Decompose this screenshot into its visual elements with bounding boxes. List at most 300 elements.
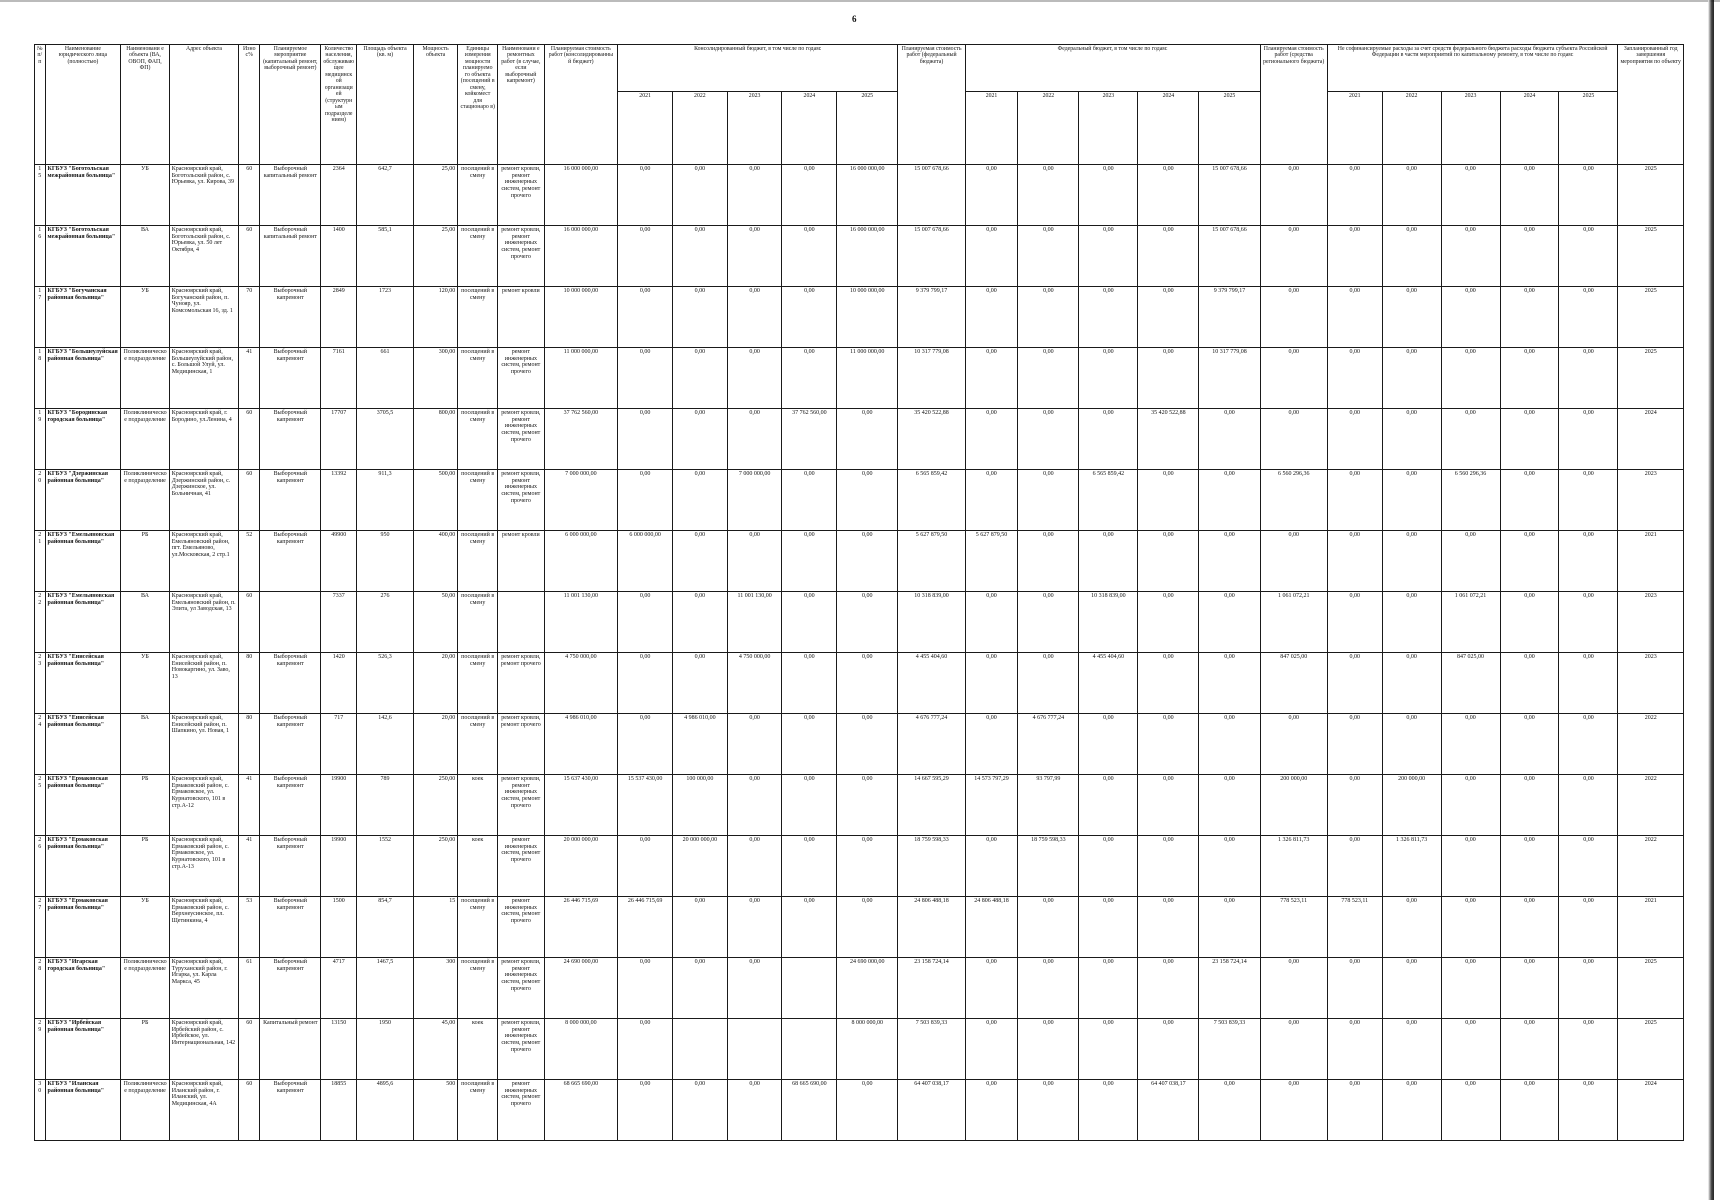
cell-population: 17707 <box>321 409 357 470</box>
cell-wear-percent: 53 <box>239 897 260 958</box>
table-row <box>35 592 1684 653</box>
cell-object-name: ВА <box>121 226 169 287</box>
cell-federal-year: 0,00 <box>965 165 1018 226</box>
cell-federal-year: 0,00 <box>1138 348 1199 409</box>
cell-cofin-year: 0,00 <box>1559 714 1618 775</box>
cell-consolidated-year: 16 000 000,00 <box>837 226 898 287</box>
cell-address: Красноярский край, Иланский район, г. Иланский, ул. Медицинская, 4А <box>169 1080 238 1141</box>
cell-federal-year: 64 407 038,17 <box>1138 1080 1199 1141</box>
cell-population: 1420 <box>321 653 357 714</box>
cell-cost-consolidated: 4 986 010,00 <box>544 714 618 775</box>
cell-address: Красноярский край, Ермаковский район, с. Ермаковское, ул. Курнатовского, 101 в стр.А-13 <box>169 836 238 897</box>
cell-legal-name: КГБУЗ "Боготольская межрайонная больница" <box>45 226 121 287</box>
cell-completion-year: 2025 <box>1618 348 1684 409</box>
cell-consolidated-year: 0,00 <box>618 958 673 1019</box>
cell-federal-year: 0,00 <box>1199 897 1260 958</box>
cell-cost-federal: 7 503 839,33 <box>898 1019 965 1080</box>
cell-repair-works: ремонт инженерных систем, ремонт прочего <box>498 348 544 409</box>
cell-cost-consolidated: 7 000 000,00 <box>544 470 618 531</box>
cell-consolidated-year: 0,00 <box>782 531 837 592</box>
cell-planned-activity: Выборочный капремонт <box>260 531 321 592</box>
cell-cofin-year: 0,00 <box>1382 592 1441 653</box>
cell-federal-year: 0,00 <box>1138 592 1199 653</box>
cell-consolidated-year: 0,00 <box>727 165 782 226</box>
cell-cost-consolidated: 11 001 130,00 <box>544 592 618 653</box>
col-year: 2025 <box>1559 92 1618 165</box>
cell-cofin-year: 0,00 <box>1500 1080 1559 1141</box>
cell-federal-year: 0,00 <box>1018 348 1079 409</box>
cell-federal-year: 0,00 <box>1138 165 1199 226</box>
cell-federal-year: 0,00 <box>1199 775 1260 836</box>
cell-cofin-year: 0,00 <box>1441 958 1500 1019</box>
cell-consolidated-year: 0,00 <box>618 226 673 287</box>
col-year: 2023 <box>727 92 782 165</box>
cell-federal-year: 4 676 777,24 <box>1018 714 1079 775</box>
cell-consolidated-year: 11 000 000,00 <box>837 348 898 409</box>
cell-federal-year: 4 455 404,60 <box>1079 653 1138 714</box>
cell-cofin-year: 0,00 <box>1559 775 1618 836</box>
cell-address: Красноярский край, Ермаковский район, с. Ермаковское, ул. Курнатовского, 101 в стр.А-12 <box>169 775 238 836</box>
cell-cofin-year: 0,00 <box>1327 836 1382 897</box>
cell-completion-year: 2025 <box>1618 1019 1684 1080</box>
cell-planned-activity: Выборочный капитальный ремонт <box>260 165 321 226</box>
cell-consolidated-year: 20 000 000,00 <box>672 836 727 897</box>
cell-consolidated-year: 15 537 430,00 <box>618 775 673 836</box>
cell-cofin-year: 0,00 <box>1441 897 1500 958</box>
cell-repair-works: ремонт кровли, ремонт инженерных систем, ремонт прочего <box>498 470 544 531</box>
cell-federal-year: 0,00 <box>1138 470 1199 531</box>
cell-federal-year: 93 797,99 <box>1018 775 1079 836</box>
cell-cost-federal: 14 667 595,29 <box>898 775 965 836</box>
cell-row-number: 26 <box>35 836 46 897</box>
cell-cost-federal: 9 379 799,17 <box>898 287 965 348</box>
cell-federal-year: 0,00 <box>1018 165 1079 226</box>
cell-cofin-year: 0,00 <box>1441 226 1500 287</box>
cell-area: 3705,5 <box>357 409 414 470</box>
cell-cofin-year: 0,00 <box>1559 897 1618 958</box>
col-planned-activity: Планируемое мероприятие (капитальный ремонт, выборочный ремонт) <box>260 45 321 165</box>
cell-cofin-year: 0,00 <box>1441 775 1500 836</box>
table-row <box>35 348 1684 409</box>
cell-object-name: Поликлиническое подразделение <box>121 348 169 409</box>
cell-cofin-year: 0,00 <box>1559 592 1618 653</box>
cell-cost-consolidated: 6 000 000,00 <box>544 531 618 592</box>
cell-consolidated-year: 0,00 <box>618 348 673 409</box>
cell-cost-federal: 64 407 038,17 <box>898 1080 965 1141</box>
cell-federal-year: 0,00 <box>1018 531 1079 592</box>
cell-cost-regional: 0,00 <box>1260 1019 1327 1080</box>
cell-repair-works: ремонт кровли <box>498 531 544 592</box>
cell-federal-year: 0,00 <box>1138 1019 1199 1080</box>
cell-address: Красноярский край, Емельяновский район, п. Элита, ул Заводская, 13 <box>169 592 238 653</box>
cell-cofin-year: 0,00 <box>1500 287 1559 348</box>
cell-cost-consolidated: 16 000 000,00 <box>544 226 618 287</box>
cell-area: 911,3 <box>357 470 414 531</box>
cell-capacity: 800,00 <box>413 409 457 470</box>
cell-cost-federal: 24 806 488,18 <box>898 897 965 958</box>
cell-address: Красноярский край, Боготольский район, с. Юрьевка, ул. Кирова, 39 <box>169 165 238 226</box>
cell-consolidated-year: 100 000,00 <box>672 775 727 836</box>
cell-cofin-year: 0,00 <box>1500 714 1559 775</box>
cell-federal-year: 0,00 <box>1199 592 1260 653</box>
cell-cofin-year: 1 326 811,73 <box>1382 836 1441 897</box>
cell-cofin-year: 0,00 <box>1327 165 1382 226</box>
cell-capacity: 25,00 <box>413 165 457 226</box>
cell-cofin-year: 0,00 <box>1559 409 1618 470</box>
col-planned-cost-federal: Планируемая стоимость работ (федеральный бюджета) <box>898 45 965 165</box>
cell-capacity-unit: посещений в смену <box>458 287 498 348</box>
cell-completion-year: 2025 <box>1618 165 1684 226</box>
cell-consolidated-year: 0,00 <box>672 897 727 958</box>
cell-consolidated-year: 0,00 <box>618 592 673 653</box>
col-wear: Изно с% <box>239 45 260 165</box>
cell-cofin-year: 0,00 <box>1327 348 1382 409</box>
cell-federal-year: 0,00 <box>1199 470 1260 531</box>
cell-area: 4895,6 <box>357 1080 414 1141</box>
cell-consolidated-year: 0,00 <box>782 165 837 226</box>
cell-federal-year: 0,00 <box>965 653 1018 714</box>
cell-cofin-year: 0,00 <box>1382 897 1441 958</box>
cell-object-name: Поликлиническое подразделение <box>121 1080 169 1141</box>
cell-consolidated-year: 26 446 715,69 <box>618 897 673 958</box>
cell-consolidated-year: 0,00 <box>618 836 673 897</box>
cell-federal-year: 0,00 <box>1018 958 1079 1019</box>
cell-consolidated-year: 68 665 690,00 <box>782 1080 837 1141</box>
cell-wear-percent: 52 <box>239 531 260 592</box>
cell-federal-year: 0,00 <box>1079 1019 1138 1080</box>
cell-object-name: РБ <box>121 531 169 592</box>
cell-cofin-year: 0,00 <box>1327 592 1382 653</box>
cell-federal-year: 0,00 <box>965 409 1018 470</box>
cell-object-name: РБ <box>121 1019 169 1080</box>
cell-legal-name: КГБУЗ "Ермаковская районная больница" <box>45 836 121 897</box>
cell-consolidated-year: 0,00 <box>618 287 673 348</box>
cell-consolidated-year: 0,00 <box>618 1080 673 1141</box>
cell-consolidated-year: 0,00 <box>782 775 837 836</box>
cell-legal-name: КГБУЗ "Бородинская городская больница" <box>45 409 121 470</box>
cell-address: Красноярский край, Енисейский район, п. Новокаргино, ул. Заво, 13 <box>169 653 238 714</box>
cell-completion-year: 2022 <box>1618 775 1684 836</box>
cell-consolidated-year: 0,00 <box>672 287 727 348</box>
cell-consolidated-year: 0,00 <box>837 897 898 958</box>
cell-row-number: 28 <box>35 958 46 1019</box>
cell-capacity-unit: посещений в смену <box>458 165 498 226</box>
cell-consolidated-year: 0,00 <box>782 836 837 897</box>
cell-population: 717 <box>321 714 357 775</box>
col-repair-works: Наименовани е ремонтных работ (в случае, если выборочный капремонт) <box>498 45 544 165</box>
scan-top-edge <box>0 0 1720 2</box>
cell-federal-year: 5 627 879,50 <box>965 531 1018 592</box>
cell-row-number: 25 <box>35 775 46 836</box>
cell-capacity: 400,00 <box>413 531 457 592</box>
cell-capacity: 20,00 <box>413 714 457 775</box>
cell-cost-regional: 200 000,00 <box>1260 775 1327 836</box>
cell-consolidated-year: 0,00 <box>727 958 782 1019</box>
cell-area: 1950 <box>357 1019 414 1080</box>
cell-federal-year: 0,00 <box>1079 348 1138 409</box>
cell-population: 1400 <box>321 226 357 287</box>
cell-capacity-unit: посещений в смену <box>458 897 498 958</box>
cell-federal-year: 0,00 <box>965 836 1018 897</box>
col-population: Количество населения, обслуживаю щее медицинск ой организаци ей (структурн ым подразделе нием) <box>321 45 357 165</box>
cell-cofin-year: 847 025,00 <box>1441 653 1500 714</box>
cell-consolidated-year: 0,00 <box>837 836 898 897</box>
cell-consolidated-year: 0,00 <box>727 226 782 287</box>
col-year: 2021 <box>618 92 673 165</box>
cell-cost-consolidated: 16 000 000,00 <box>544 165 618 226</box>
cell-cofin-year: 0,00 <box>1500 653 1559 714</box>
cell-consolidated-year: 0,00 <box>672 1080 727 1141</box>
cell-federal-year: 0,00 <box>1138 775 1199 836</box>
cell-federal-year: 0,00 <box>965 470 1018 531</box>
table-header <box>35 45 1684 165</box>
cell-population: 13392 <box>321 470 357 531</box>
col-year: 2022 <box>672 92 727 165</box>
cell-federal-year: 0,00 <box>1199 836 1260 897</box>
cell-cost-consolidated: 4 750 000,00 <box>544 653 618 714</box>
cell-row-number: 16 <box>35 226 46 287</box>
cell-cofin-year: 0,00 <box>1500 165 1559 226</box>
cell-repair-works: ремонт кровли, ремонт инженерных систем, ремонт прочего <box>498 1019 544 1080</box>
cell-capacity-unit: посещений в смену <box>458 1080 498 1141</box>
cell-consolidated-year: 0,00 <box>837 653 898 714</box>
cell-cofin-year: 0,00 <box>1327 714 1382 775</box>
cell-federal-year: 0,00 <box>1079 958 1138 1019</box>
cell-planned-activity: Выборочный капремонт <box>260 287 321 348</box>
cell-cofin-year: 0,00 <box>1382 1080 1441 1141</box>
cell-consolidated-year: 0,00 <box>837 470 898 531</box>
cell-cofin-year: 0,00 <box>1382 165 1441 226</box>
cell-consolidated-year: 0,00 <box>727 1080 782 1141</box>
cell-cofin-year: 0,00 <box>1382 714 1441 775</box>
cell-object-name: ВА <box>121 592 169 653</box>
cell-consolidated-year: 0,00 <box>618 165 673 226</box>
cell-cofin-year: 0,00 <box>1441 531 1500 592</box>
cell-cofin-year: 0,00 <box>1500 470 1559 531</box>
col-capacity-unit: Единицы измерения мощности планируемо го объекта (посещений в смену, койкомест для стационаро в) <box>458 45 498 165</box>
cell-consolidated-year: 0,00 <box>672 165 727 226</box>
cell-federal-year: 0,00 <box>1138 958 1199 1019</box>
cell-consolidated-year: 0,00 <box>672 531 727 592</box>
cell-consolidated-year: 10 000 000,00 <box>837 287 898 348</box>
cell-area: 642,7 <box>357 165 414 226</box>
cell-wear-percent: 41 <box>239 775 260 836</box>
cell-repair-works: ремонт инженерных систем, ремонт прочего <box>498 1080 544 1141</box>
cell-federal-year: 0,00 <box>1018 470 1079 531</box>
cell-federal-year: 0,00 <box>1079 531 1138 592</box>
cell-cofin-year: 0,00 <box>1327 775 1382 836</box>
cell-address: Красноярский край, Боготольский район, с. Юрьевка, ул. 50 лет Октября, 4 <box>169 226 238 287</box>
cell-cofin-year: 200 000,00 <box>1382 775 1441 836</box>
cell-object-name: УБ <box>121 165 169 226</box>
cell-row-number: 18 <box>35 348 46 409</box>
cell-cofin-year: 0,00 <box>1500 897 1559 958</box>
cell-cost-regional: 0,00 <box>1260 226 1327 287</box>
cell-completion-year: 2022 <box>1618 714 1684 775</box>
cell-consolidated-year <box>727 1019 782 1080</box>
cell-federal-year: 0,00 <box>965 592 1018 653</box>
cell-area: 1552 <box>357 836 414 897</box>
cell-cofin-year: 0,00 <box>1500 958 1559 1019</box>
cell-federal-year: 0,00 <box>1138 836 1199 897</box>
col-completion-year: Запланированный год завершения мероприятия по объекту <box>1618 45 1684 165</box>
cell-area: 142,6 <box>357 714 414 775</box>
cell-cofin-year: 0,00 <box>1327 1019 1382 1080</box>
cell-federal-year: 0,00 <box>1079 165 1138 226</box>
cell-row-number: 20 <box>35 470 46 531</box>
cell-consolidated-year: 0,00 <box>837 409 898 470</box>
cell-federal-year: 0,00 <box>965 226 1018 287</box>
table-row <box>35 897 1684 958</box>
col-planned-cost-regional: Планируемая стоимость работ (средства регионального бюджета) <box>1260 45 1327 165</box>
cell-cofin-year: 0,00 <box>1382 958 1441 1019</box>
cell-capacity-unit: посещений в смену <box>458 348 498 409</box>
cell-row-number: 19 <box>35 409 46 470</box>
cell-capacity-unit: посещений в смену <box>458 531 498 592</box>
cell-capacity-unit: коек <box>458 836 498 897</box>
cell-population: 1500 <box>321 897 357 958</box>
cell-consolidated-year: 24 690 000,00 <box>837 958 898 1019</box>
cell-area: 789 <box>357 775 414 836</box>
cell-federal-year: 0,00 <box>1018 1019 1079 1080</box>
cell-cost-federal: 15 007 678,66 <box>898 226 965 287</box>
cell-completion-year: 2023 <box>1618 653 1684 714</box>
cell-repair-works: ремонт кровли, ремонт инженерных систем, ремонт прочего <box>498 409 544 470</box>
cell-consolidated-year: 0,00 <box>618 653 673 714</box>
col-capacity: Мощность объекта <box>413 45 457 165</box>
cell-capacity: 300,00 <box>413 348 457 409</box>
cell-legal-name: КГБУЗ "Енисейская районная больница" <box>45 653 121 714</box>
cell-area: 1467,5 <box>357 958 414 1019</box>
cell-repair-works: ремонт кровли, ремонт инженерных систем, ремонт прочего <box>498 958 544 1019</box>
cell-repair-works <box>498 592 544 653</box>
cell-consolidated-year: 0,00 <box>782 287 837 348</box>
cell-wear-percent: 60 <box>239 409 260 470</box>
cell-cost-federal: 10 317 779,08 <box>898 348 965 409</box>
cell-cofin-year: 0,00 <box>1327 1080 1382 1141</box>
cell-capacity: 300 <box>413 958 457 1019</box>
cell-consolidated-year: 0,00 <box>837 775 898 836</box>
cell-cost-regional: 0,00 <box>1260 287 1327 348</box>
cell-object-name: РБ <box>121 836 169 897</box>
cell-federal-year: 0,00 <box>1199 409 1260 470</box>
cell-population: 7337 <box>321 592 357 653</box>
cell-cost-consolidated: 24 690 000,00 <box>544 958 618 1019</box>
cell-consolidated-year <box>782 1019 837 1080</box>
cell-cost-regional: 6 560 296,36 <box>1260 470 1327 531</box>
cell-wear-percent: 60 <box>239 165 260 226</box>
cell-population: 49900 <box>321 531 357 592</box>
page-number: 6 <box>852 14 857 24</box>
cell-cofin-year: 0,00 <box>1382 653 1441 714</box>
cell-repair-works: ремонт кровли, ремонт прочего <box>498 653 544 714</box>
cell-address: Красноярский край, Енисейский район, п. Шапкино, ул. Новая, 1 <box>169 714 238 775</box>
cell-cost-consolidated: 26 446 715,69 <box>544 897 618 958</box>
cell-wear-percent: 60 <box>239 470 260 531</box>
col-group-federal: Федеральный бюджет, в том числе по годам: <box>965 45 1260 92</box>
table-row <box>35 836 1684 897</box>
cell-address: Красноярский край, Емельяновский район, пгт. Емельяново, ул.Московская, 2 стр.1 <box>169 531 238 592</box>
cell-cofin-year: 0,00 <box>1500 1019 1559 1080</box>
cell-legal-name: КГБУЗ "Енисейская районная больница" <box>45 714 121 775</box>
cell-row-number: 17 <box>35 287 46 348</box>
cell-federal-year: 0,00 <box>1018 409 1079 470</box>
cell-consolidated-year: 0,00 <box>618 470 673 531</box>
cell-cost-federal: 4 455 404,60 <box>898 653 965 714</box>
cell-cost-federal: 18 759 598,33 <box>898 836 965 897</box>
cell-capacity: 20,00 <box>413 653 457 714</box>
cell-object-name: УБ <box>121 897 169 958</box>
cell-consolidated-year: 0,00 <box>727 348 782 409</box>
cell-cofin-year: 0,00 <box>1559 348 1618 409</box>
cell-consolidated-year: 11 001 130,00 <box>727 592 782 653</box>
cell-consolidated-year: 0,00 <box>727 287 782 348</box>
cell-wear-percent: 70 <box>239 287 260 348</box>
col-year: 2023 <box>1079 92 1138 165</box>
cell-cofin-year: 0,00 <box>1327 409 1382 470</box>
cell-legal-name: КГБУЗ "Ермаковская районная больница" <box>45 897 121 958</box>
cell-planned-activity: Выборочный капремонт <box>260 775 321 836</box>
cell-row-number: 27 <box>35 897 46 958</box>
col-address: Адрес объекта <box>169 45 238 165</box>
cell-cofin-year: 0,00 <box>1441 165 1500 226</box>
scan-right-edge <box>1708 0 1714 1200</box>
cell-cofin-year: 0,00 <box>1559 653 1618 714</box>
cell-capacity-unit: посещений в смену <box>458 226 498 287</box>
cell-legal-name: КГБУЗ "Иланская районная больница" <box>45 1080 121 1141</box>
col-year: 2025 <box>1199 92 1260 165</box>
table-row <box>35 287 1684 348</box>
cell-cofin-year: 0,00 <box>1327 287 1382 348</box>
cell-cost-consolidated: 8 000 000,00 <box>544 1019 618 1080</box>
cell-federal-year: 0,00 <box>1138 714 1199 775</box>
cell-completion-year: 2023 <box>1618 470 1684 531</box>
cell-capacity-unit: посещений в смену <box>458 592 498 653</box>
repair-plan-table <box>34 44 1684 1141</box>
cell-federal-year: 35 420 522,88 <box>1138 409 1199 470</box>
col-year: 2024 <box>782 92 837 165</box>
cell-consolidated-year: 0,00 <box>618 1019 673 1080</box>
cell-cofin-year: 0,00 <box>1382 1019 1441 1080</box>
cell-federal-year: 18 759 598,33 <box>1018 836 1079 897</box>
cell-address: Красноярский край, Туруханский район, г. Игарка, ул. Карла Маркса, 45 <box>169 958 238 1019</box>
cell-cofin-year: 0,00 <box>1441 287 1500 348</box>
cell-population: 2849 <box>321 287 357 348</box>
cell-cost-consolidated: 37 762 560,00 <box>544 409 618 470</box>
table-row <box>35 165 1684 226</box>
cell-planned-activity: Выборочный капремонт <box>260 348 321 409</box>
table-row <box>35 226 1684 287</box>
cell-consolidated-year: 0,00 <box>672 409 727 470</box>
col-group-consolidated: Консолидированный бюджет, в том числе по годам: <box>618 45 898 92</box>
cell-cost-regional: 0,00 <box>1260 348 1327 409</box>
cell-completion-year: 2025 <box>1618 287 1684 348</box>
cell-consolidated-year: 0,00 <box>782 226 837 287</box>
cell-address: Красноярский край, Ирбейский район, с. Ирбейское, ул. Интернациональная, 142 <box>169 1019 238 1080</box>
cell-row-number: 29 <box>35 1019 46 1080</box>
cell-cofin-year: 0,00 <box>1500 775 1559 836</box>
cell-capacity: 25,00 <box>413 226 457 287</box>
cell-cofin-year: 0,00 <box>1382 226 1441 287</box>
col-year: 2024 <box>1500 92 1559 165</box>
cell-federal-year: 0,00 <box>1138 287 1199 348</box>
cell-federal-year: 9 379 799,17 <box>1199 287 1260 348</box>
cell-federal-year: 10 318 839,00 <box>1079 592 1138 653</box>
cell-capacity-unit: посещений в смену <box>458 714 498 775</box>
cell-consolidated-year: 0,00 <box>618 409 673 470</box>
cell-cofin-year: 0,00 <box>1327 958 1382 1019</box>
cell-cost-regional: 0,00 <box>1260 409 1327 470</box>
